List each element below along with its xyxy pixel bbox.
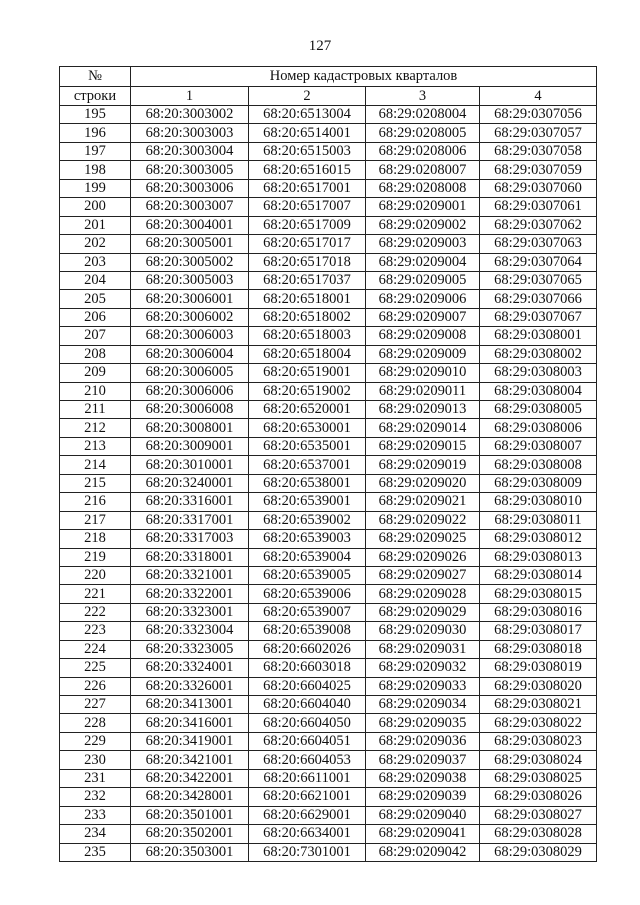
- cadastral-number-cell: 68:29:0308028: [480, 825, 597, 843]
- cadastral-number-cell: 68:29:0209005: [366, 271, 480, 289]
- cadastral-number-cell: 68:20:6517001: [249, 179, 366, 197]
- cadastral-number-cell: 68:20:3009001: [131, 437, 249, 455]
- cadastral-number-cell: 68:29:0307062: [480, 216, 597, 234]
- cadastral-number-cell: 68:29:0308019: [480, 659, 597, 677]
- cadastral-number-cell: 68:20:3006002: [131, 308, 249, 326]
- cadastral-number-cell: 68:29:0208006: [366, 142, 480, 160]
- cadastral-number-cell: 68:20:3003004: [131, 142, 249, 160]
- table-row: [60, 511, 597, 529]
- cadastral-number-cell: 68:20:3321001: [131, 566, 249, 584]
- row-number-cell: 208: [60, 345, 131, 363]
- cadastral-number-cell: 68:20:6539003: [249, 530, 366, 548]
- cadastral-number-cell: 68:20:6516015: [249, 161, 366, 179]
- cadastral-number-cell: 68:29:0308004: [480, 382, 597, 400]
- cadastral-quarters-table: [59, 66, 597, 862]
- cadastral-number-cell: 68:29:0208008: [366, 179, 480, 197]
- cadastral-number-cell: 68:20:3318001: [131, 548, 249, 566]
- cadastral-number-cell: 68:20:6517018: [249, 253, 366, 271]
- cadastral-number-cell: 68:20:3422001: [131, 769, 249, 787]
- cadastral-number-cell: 68:29:0209021: [366, 493, 480, 511]
- cadastral-number-cell: 68:29:0209038: [366, 769, 480, 787]
- cadastral-number-cell: 68:29:0308021: [480, 696, 597, 714]
- table-row: [60, 825, 597, 843]
- cadastral-number-cell: 68:20:6539007: [249, 603, 366, 621]
- table-row: [60, 290, 597, 308]
- row-number-cell: 212: [60, 419, 131, 437]
- table-row: [60, 806, 597, 824]
- cadastral-number-cell: 68:29:0209033: [366, 677, 480, 695]
- cadastral-number-cell: 68:20:6518002: [249, 308, 366, 326]
- cadastral-numbers-header: Номер кадастровых кварталов: [131, 67, 597, 87]
- cadastral-number-cell: 68:20:6519002: [249, 382, 366, 400]
- cadastral-number-cell: 68:20:6604050: [249, 714, 366, 732]
- cadastral-number-cell: 68:20:6634001: [249, 825, 366, 843]
- row-number-cell: 217: [60, 511, 131, 529]
- cadastral-number-cell: 68:29:0308026: [480, 788, 597, 806]
- cadastral-number-cell: 68:20:3317001: [131, 511, 249, 529]
- cadastral-number-cell: 68:29:0209007: [366, 308, 480, 326]
- cadastral-number-cell: 68:29:0308025: [480, 769, 597, 787]
- row-number-cell: 195: [60, 106, 131, 124]
- table-body: [60, 106, 597, 862]
- row-number-cell: 209: [60, 364, 131, 382]
- cadastral-number-cell: 68:20:3416001: [131, 714, 249, 732]
- row-number-cell: 210: [60, 382, 131, 400]
- row-number-cell: 201: [60, 216, 131, 234]
- cadastral-number-cell: 68:20:6603018: [249, 659, 366, 677]
- cadastral-number-cell: 68:29:0209014: [366, 419, 480, 437]
- cadastral-number-cell: 68:20:3006003: [131, 327, 249, 345]
- cadastral-number-cell: 68:29:0307065: [480, 271, 597, 289]
- cadastral-number-cell: 68:29:0308020: [480, 677, 597, 695]
- column-number-1: 1: [131, 87, 249, 106]
- row-number-cell: 220: [60, 566, 131, 584]
- cadastral-number-cell: 68:29:0209034: [366, 696, 480, 714]
- cadastral-number-cell: 68:20:6519001: [249, 364, 366, 382]
- cadastral-number-cell: 68:29:0308027: [480, 806, 597, 824]
- table-row: [60, 566, 597, 584]
- table-row: [60, 437, 597, 455]
- row-number-cell: 215: [60, 474, 131, 492]
- table-row: [60, 161, 597, 179]
- cadastral-number-cell: 68:20:3240001: [131, 474, 249, 492]
- row-number-cell: 200: [60, 198, 131, 216]
- cadastral-number-cell: 68:20:6539008: [249, 622, 366, 640]
- cadastral-number-cell: 68:20:6515003: [249, 142, 366, 160]
- cadastral-number-cell: 68:29:0209042: [366, 843, 480, 861]
- table-row: [60, 603, 597, 621]
- cadastral-number-cell: 68:29:0308003: [480, 364, 597, 382]
- cadastral-number-cell: 68:20:3503001: [131, 843, 249, 861]
- row-number-cell: 230: [60, 751, 131, 769]
- row-number-cell: 233: [60, 806, 131, 824]
- cadastral-number-cell: 68:29:0208004: [366, 106, 480, 124]
- table-row: [60, 585, 597, 603]
- cadastral-number-cell: 68:29:0209025: [366, 530, 480, 548]
- row-number-cell: 206: [60, 308, 131, 326]
- table-row: [60, 530, 597, 548]
- row-number-cell: 207: [60, 327, 131, 345]
- cadastral-number-cell: 68:29:0209004: [366, 253, 480, 271]
- cadastral-number-cell: 68:20:3005003: [131, 271, 249, 289]
- table-row: [60, 714, 597, 732]
- cadastral-number-cell: 68:20:3324001: [131, 659, 249, 677]
- row-number-cell: 204: [60, 271, 131, 289]
- row-number-cell: 228: [60, 714, 131, 732]
- cadastral-number-cell: 68:29:0209037: [366, 751, 480, 769]
- table-row: [60, 382, 597, 400]
- table-row: [60, 622, 597, 640]
- cadastral-number-cell: 68:29:0307063: [480, 235, 597, 253]
- cadastral-number-cell: 68:29:0209008: [366, 327, 480, 345]
- cadastral-number-cell: 68:20:3003007: [131, 198, 249, 216]
- row-number-cell: 223: [60, 622, 131, 640]
- cadastral-number-cell: 68:29:0209009: [366, 345, 480, 363]
- row-number-header-top: №: [60, 67, 131, 87]
- table-row: [60, 106, 597, 124]
- row-number-cell: 227: [60, 696, 131, 714]
- cadastral-number-cell: 68:29:0308018: [480, 640, 597, 658]
- cadastral-number-cell: 68:29:0307057: [480, 124, 597, 142]
- header-row-bottom: [60, 87, 597, 106]
- cadastral-number-cell: 68:29:0209029: [366, 603, 480, 621]
- cadastral-number-cell: 68:20:3323004: [131, 622, 249, 640]
- cadastral-number-cell: 68:29:0308005: [480, 401, 597, 419]
- cadastral-number-cell: 68:20:3003005: [131, 161, 249, 179]
- cadastral-number-cell: 68:29:0209015: [366, 437, 480, 455]
- cadastral-number-cell: 68:29:0209036: [366, 732, 480, 750]
- cadastral-number-cell: 68:29:0209031: [366, 640, 480, 658]
- cadastral-number-cell: 68:29:0209035: [366, 714, 480, 732]
- cadastral-number-cell: 68:29:0209013: [366, 401, 480, 419]
- cadastral-number-cell: 68:29:0308007: [480, 437, 597, 455]
- cadastral-number-cell: 68:29:0308014: [480, 566, 597, 584]
- table-row: [60, 142, 597, 160]
- cadastral-number-cell: 68:20:6520001: [249, 401, 366, 419]
- row-number-cell: 235: [60, 843, 131, 861]
- cadastral-number-cell: 68:29:0209006: [366, 290, 480, 308]
- column-number-2: 2: [249, 87, 366, 106]
- row-number-cell: 199: [60, 179, 131, 197]
- row-number-header-bottom: строки: [60, 87, 131, 106]
- cadastral-number-cell: 68:29:0308008: [480, 456, 597, 474]
- table-row: [60, 216, 597, 234]
- cadastral-number-cell: 68:29:0209003: [366, 235, 480, 253]
- row-number-cell: 203: [60, 253, 131, 271]
- cadastral-number-cell: 68:20:6518004: [249, 345, 366, 363]
- cadastral-number-cell: 68:29:0209010: [366, 364, 480, 382]
- cadastral-number-cell: 68:20:6539005: [249, 566, 366, 584]
- cadastral-number-cell: 68:29:0308017: [480, 622, 597, 640]
- cadastral-number-cell: 68:29:0308029: [480, 843, 597, 861]
- row-number-cell: 214: [60, 456, 131, 474]
- row-number-cell: 231: [60, 769, 131, 787]
- table-row: [60, 456, 597, 474]
- cadastral-number-cell: 68:20:6539004: [249, 548, 366, 566]
- table-row: [60, 364, 597, 382]
- cadastral-number-cell: 68:29:0308011: [480, 511, 597, 529]
- cadastral-number-cell: 68:20:3006006: [131, 382, 249, 400]
- cadastral-number-cell: 68:20:3006005: [131, 364, 249, 382]
- cadastral-number-cell: 68:20:6539006: [249, 585, 366, 603]
- row-number-cell: 225: [60, 659, 131, 677]
- table-row: [60, 179, 597, 197]
- cadastral-number-cell: 68:20:3317003: [131, 530, 249, 548]
- cadastral-number-cell: 68:20:6602026: [249, 640, 366, 658]
- cadastral-number-cell: 68:20:3006001: [131, 290, 249, 308]
- cadastral-number-cell: 68:29:0308024: [480, 751, 597, 769]
- cadastral-number-cell: 68:29:0208005: [366, 124, 480, 142]
- cadastral-number-cell: 68:29:0308023: [480, 732, 597, 750]
- cadastral-number-cell: 68:29:0308006: [480, 419, 597, 437]
- cadastral-number-cell: 68:29:0308010: [480, 493, 597, 511]
- table-row: [60, 769, 597, 787]
- cadastral-number-cell: 68:29:0209011: [366, 382, 480, 400]
- cadastral-number-cell: 68:20:7301001: [249, 843, 366, 861]
- cadastral-number-cell: 68:20:6514001: [249, 124, 366, 142]
- column-number-3: 3: [366, 87, 480, 106]
- cadastral-number-cell: 68:20:3326001: [131, 677, 249, 695]
- row-number-cell: 219: [60, 548, 131, 566]
- table-row: [60, 640, 597, 658]
- cadastral-number-cell: 68:20:3323001: [131, 603, 249, 621]
- cadastral-number-cell: 68:20:6530001: [249, 419, 366, 437]
- row-number-cell: 196: [60, 124, 131, 142]
- cadastral-number-cell: 68:20:6604040: [249, 696, 366, 714]
- cadastral-number-cell: 68:20:3428001: [131, 788, 249, 806]
- cadastral-number-cell: 68:29:0308012: [480, 530, 597, 548]
- cadastral-number-cell: 68:29:0307056: [480, 106, 597, 124]
- cadastral-number-cell: 68:29:0209001: [366, 198, 480, 216]
- cadastral-number-cell: 68:20:6537001: [249, 456, 366, 474]
- table-row: [60, 235, 597, 253]
- cadastral-number-cell: 68:20:3010001: [131, 456, 249, 474]
- cadastral-number-cell: 68:20:3501001: [131, 806, 249, 824]
- cadastral-number-cell: 68:29:0307064: [480, 253, 597, 271]
- cadastral-number-cell: 68:20:6517009: [249, 216, 366, 234]
- table-row: [60, 732, 597, 750]
- cadastral-number-cell: 68:20:3005001: [131, 235, 249, 253]
- cadastral-number-cell: 68:20:6539002: [249, 511, 366, 529]
- cadastral-number-cell: 68:29:0307060: [480, 179, 597, 197]
- cadastral-number-cell: 68:29:0308009: [480, 474, 597, 492]
- cadastral-number-cell: 68:29:0209022: [366, 511, 480, 529]
- table-row: [60, 843, 597, 861]
- cadastral-number-cell: 68:20:3006008: [131, 401, 249, 419]
- cadastral-number-cell: 68:20:3323005: [131, 640, 249, 658]
- cadastral-number-cell: 68:20:3003002: [131, 106, 249, 124]
- cadastral-number-cell: 68:20:3005002: [131, 253, 249, 271]
- cadastral-number-cell: 68:29:0209041: [366, 825, 480, 843]
- cadastral-number-cell: 68:20:3413001: [131, 696, 249, 714]
- cadastral-number-cell: 68:20:3006004: [131, 345, 249, 363]
- column-number-4: 4: [480, 87, 597, 106]
- row-number-cell: 198: [60, 161, 131, 179]
- cadastral-number-cell: 68:20:6518003: [249, 327, 366, 345]
- cadastral-number-cell: 68:29:0209019: [366, 456, 480, 474]
- cadastral-number-cell: 68:20:6518001: [249, 290, 366, 308]
- row-number-cell: 229: [60, 732, 131, 750]
- table-row: [60, 198, 597, 216]
- row-number-cell: 213: [60, 437, 131, 455]
- table-row: [60, 493, 597, 511]
- row-number-cell: 221: [60, 585, 131, 603]
- row-number-cell: 205: [60, 290, 131, 308]
- cadastral-number-cell: 68:29:0308015: [480, 585, 597, 603]
- cadastral-number-cell: 68:29:0307067: [480, 308, 597, 326]
- row-number-cell: 224: [60, 640, 131, 658]
- cadastral-number-cell: 68:29:0209026: [366, 548, 480, 566]
- cadastral-number-cell: 68:20:6604053: [249, 751, 366, 769]
- row-number-cell: 211: [60, 401, 131, 419]
- cadastral-number-cell: 68:29:0209020: [366, 474, 480, 492]
- table-row: [60, 271, 597, 289]
- cadastral-number-cell: 68:20:6604051: [249, 732, 366, 750]
- cadastral-number-cell: 68:20:3502001: [131, 825, 249, 843]
- table-row: [60, 308, 597, 326]
- row-number-cell: 222: [60, 603, 131, 621]
- cadastral-number-cell: 68:29:0209030: [366, 622, 480, 640]
- table-row: [60, 548, 597, 566]
- cadastral-number-cell: 68:20:3003003: [131, 124, 249, 142]
- cadastral-number-cell: 68:29:0307058: [480, 142, 597, 160]
- cadastral-number-cell: 68:29:0308013: [480, 548, 597, 566]
- row-number-cell: 234: [60, 825, 131, 843]
- cadastral-number-cell: 68:20:6621001: [249, 788, 366, 806]
- table-row: [60, 401, 597, 419]
- cadastral-number-cell: 68:29:0208007: [366, 161, 480, 179]
- table-row: [60, 419, 597, 437]
- cadastral-number-cell: 68:20:3421001: [131, 751, 249, 769]
- cadastral-number-cell: 68:20:6604025: [249, 677, 366, 695]
- cadastral-number-cell: 68:29:0209002: [366, 216, 480, 234]
- cadastral-number-cell: 68:20:3008001: [131, 419, 249, 437]
- row-number-cell: 202: [60, 235, 131, 253]
- header-row-top: [60, 67, 597, 87]
- page-number: 127: [308, 38, 332, 54]
- cadastral-number-cell: 68:20:6538001: [249, 474, 366, 492]
- table-row: [60, 327, 597, 345]
- cadastral-number-cell: 68:20:6513004: [249, 106, 366, 124]
- row-number-cell: 197: [60, 142, 131, 160]
- cadastral-number-cell: 68:20:3419001: [131, 732, 249, 750]
- cadastral-number-cell: 68:20:6629001: [249, 806, 366, 824]
- cadastral-number-cell: 68:20:6611001: [249, 769, 366, 787]
- cadastral-number-cell: 68:20:3322001: [131, 585, 249, 603]
- cadastral-number-cell: 68:20:6517037: [249, 271, 366, 289]
- cadastral-number-cell: 68:29:0308001: [480, 327, 597, 345]
- table-row: [60, 124, 597, 142]
- cadastral-number-cell: 68:29:0209027: [366, 566, 480, 584]
- cadastral-number-cell: 68:20:3003006: [131, 179, 249, 197]
- cadastral-number-cell: 68:20:3004001: [131, 216, 249, 234]
- table-row: [60, 659, 597, 677]
- table-header: [60, 67, 597, 106]
- table-row: [60, 677, 597, 695]
- table-row: [60, 788, 597, 806]
- table-row: [60, 696, 597, 714]
- cadastral-number-cell: 68:20:6539001: [249, 493, 366, 511]
- row-number-cell: 226: [60, 677, 131, 695]
- cadastral-number-cell: 68:29:0308016: [480, 603, 597, 621]
- cadastral-number-cell: 68:29:0209040: [366, 806, 480, 824]
- cadastral-number-cell: 68:20:6535001: [249, 437, 366, 455]
- cadastral-number-cell: 68:29:0307061: [480, 198, 597, 216]
- cadastral-number-cell: 68:29:0308002: [480, 345, 597, 363]
- row-number-cell: 232: [60, 788, 131, 806]
- cadastral-number-cell: 68:29:0209028: [366, 585, 480, 603]
- cadastral-number-cell: 68:29:0209032: [366, 659, 480, 677]
- cadastral-number-cell: 68:20:6517007: [249, 198, 366, 216]
- table-row: [60, 474, 597, 492]
- cadastral-number-cell: 68:29:0209039: [366, 788, 480, 806]
- cadastral-number-cell: 68:29:0307059: [480, 161, 597, 179]
- cadastral-number-cell: 68:29:0307066: [480, 290, 597, 308]
- cadastral-number-cell: 68:20:6517017: [249, 235, 366, 253]
- cadastral-number-cell: 68:20:3316001: [131, 493, 249, 511]
- cadastral-number-cell: 68:29:0308022: [480, 714, 597, 732]
- table-row: [60, 345, 597, 363]
- table-row: [60, 751, 597, 769]
- row-number-cell: 216: [60, 493, 131, 511]
- table-row: [60, 253, 597, 271]
- row-number-cell: 218: [60, 530, 131, 548]
